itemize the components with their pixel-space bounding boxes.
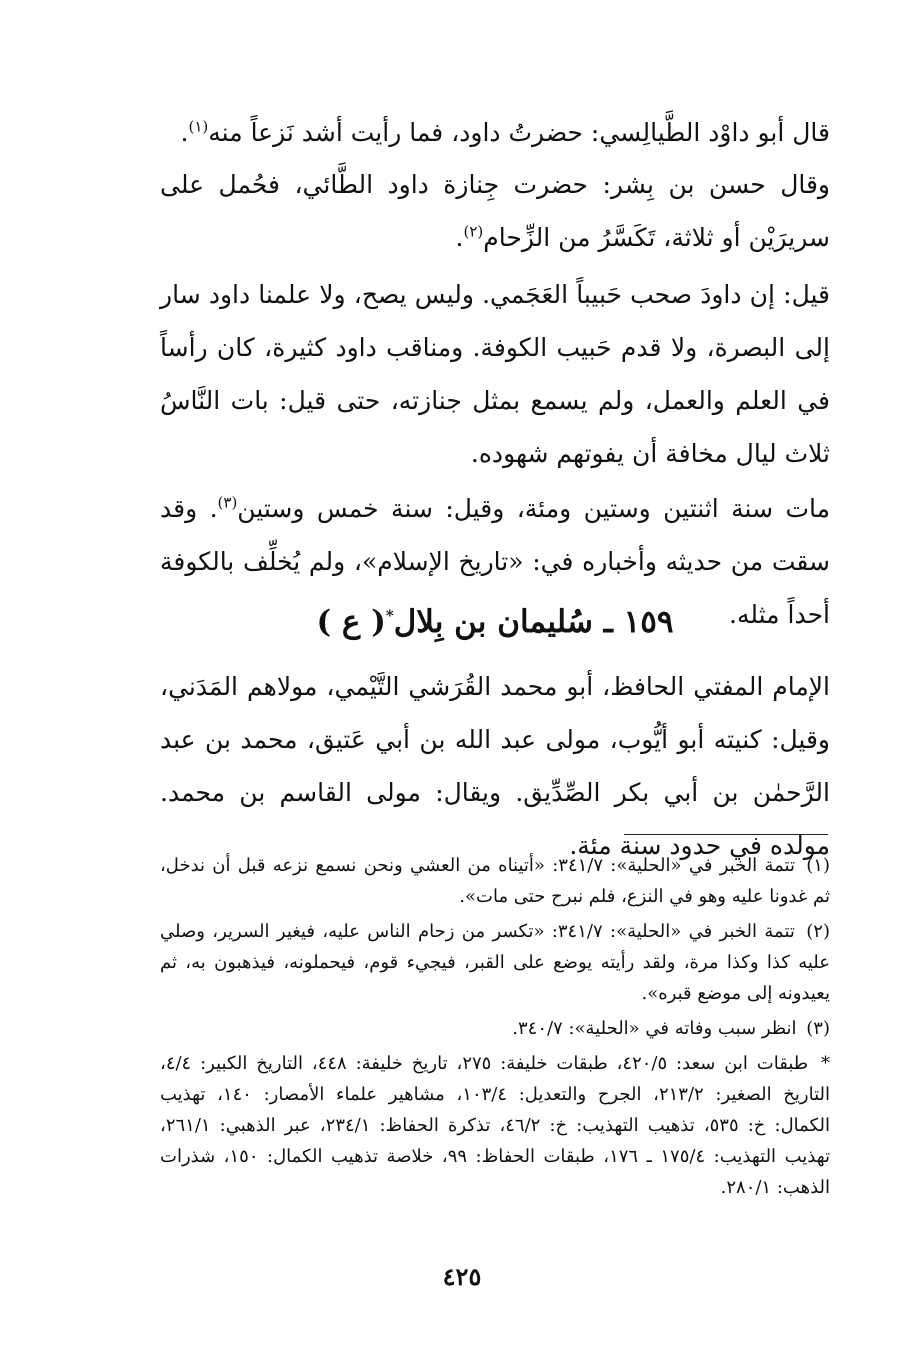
footnote-ref[interactable]: (٣) <box>217 493 238 512</box>
paragraph-text: قال أبو داوْد الطَّيالِسي: حضرتُ داود، فما رأيت أشد نَزعاً منه <box>208 118 830 147</box>
footnote-number: (٢) <box>806 921 830 942</box>
body-paragraph <box>160 106 830 159</box>
footnote <box>160 1048 830 1203</box>
footnote-ref[interactable]: (١) <box>188 117 209 136</box>
footnote-number: (١) <box>806 855 830 876</box>
entry-title: ١٥٩ ـ سُليمان بن بِلال <box>393 604 674 640</box>
footnote <box>160 850 830 912</box>
footnote-ref[interactable]: (٢) <box>463 222 484 241</box>
page-number: ٤٢٥ <box>442 1262 482 1291</box>
paragraph-text-end: . <box>455 223 464 252</box>
entry-code: ( ع ) <box>316 604 386 640</box>
paragraph-text-end: . <box>180 118 189 147</box>
footnote-number: * <box>821 1053 830 1074</box>
footnote <box>160 916 830 1009</box>
entry-heading <box>160 597 830 647</box>
footnote <box>160 1013 830 1044</box>
body-paragraph <box>160 158 830 264</box>
footnote-text: طبقات ابن سعد: ٤٢٠/٥، طبقات خليفة: ٢٧٥، تاريخ خليفة: ٤٤٨، التاريخ الكبير: ٤/٤، التاريخ الصغير: ٢١٣/٢، الجرح والتعديل: ١٠٣/٤، مشاهير علماء الأمصار: ١٤٠، تهذيب الكمال: خ: ٥٣٥، تذهيب التهذيب: خ: ٤٦/٢، تذكرة الحفاظ: ٢٣٤/١، عبر الذهبي: ٢٦١/١، تهذيب التهذيب: ١٧٥/٤ ـ ١٧٦، طبقات الحفاظ: ٩٩، خلاصة تذهيب الكمال: ١٥٠، شذرات الذهب: ٢٨٠/١. <box>160 1053 831 1198</box>
paragraph-text-end: . وقد سقت من حديثه وأخباره في: «تاريخ الإسلام»، ولم يُخلِّف بالكوفة أحداً مثله. <box>160 494 830 629</box>
paragraph-text: قيل: إن داودَ صحب حَبيباً العَجَمي. وليس يصح، ولا علمنا داود سار إلى البصرة، ولا قدم حَبيب الكوفة. ومناقب داود كثيرة، كان رأساً في العلم والعمل، ولم يسمع بمثل جنازته، حتى قيل: بات النَّاسُ ثلاث ليال مخافة أن يفوتهم شهوده. <box>160 280 830 468</box>
footnote-text: تتمة الخبر في «الحلية»: ٣٤١/٧: «أتيناه من العشي ونحن نسمع نزعه قبل أن ندخل، ثم غدونا عليه وهو في النزع، فلم نبرح حتى مات». <box>160 855 830 907</box>
footnote-text: انظر سبب وفاته في «الحلية»: ٣٤٠/٧. <box>512 1018 797 1039</box>
footnotes <box>160 850 830 1207</box>
paragraph-text: الإمام المفتي الحافظ، أبو محمد القُرَشي التَّيْمي، مولاهم المَدَني، وقيل: كنيته أبو أيُّوب، مولى عبد الله بن أبي عَتيق، محمد بن عبد الرَّحمٰن بن أبي بكر الصِّدِّيق. ويقال: مولى القاسم بن محمد. مولده في حدود سنة مئة. <box>160 672 830 860</box>
paragraph-text: مات سنة اثنتين وستين ومئة، وقيل: سنة خمس وستين <box>237 494 830 523</box>
bio-paragraph <box>160 660 830 872</box>
footnote-number: (٣) <box>806 1018 830 1039</box>
heading-mark: * <box>385 606 394 625</box>
paragraph-text: وقال حسن بن بِشر: حضرت جِنازة داود الطَّائي، فحُمل على سريرَيْن أو ثلاثة، تَكَسَّرُ من الزِّحام <box>160 170 830 252</box>
footnote-text: تتمة الخبر في «الحلية»: ٣٤١/٧: «تكسر من زحام الناس عليه، فيغير السرير، وصلي عليه كذا وكذا مرة، ولقد رأيته يوضع على القبر، فيجيء قوم، فيحملونه، فيذهبون به، ثم يعيدونه إلى موضع قبره». <box>160 921 830 1004</box>
footnote-divider <box>624 834 828 835</box>
body-paragraph <box>160 268 830 480</box>
